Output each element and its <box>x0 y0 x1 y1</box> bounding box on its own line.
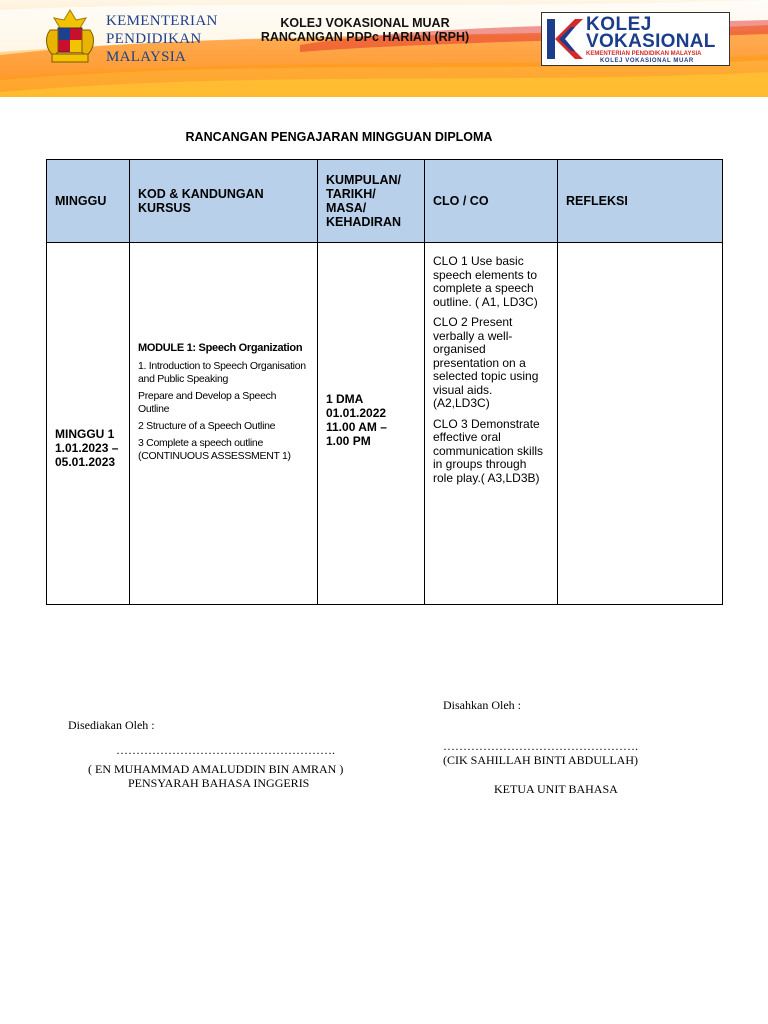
module-title: MODULE 1: Speech Organization <box>138 342 303 354</box>
group-cell <box>318 243 425 605</box>
header-refleksi: REFLEKSI <box>558 160 723 243</box>
header-kod-kandungan: KOD & KANDUNGAN KURSUS <box>130 160 318 243</box>
prepared-title: PENSYARAH BAHASA INGGERIS <box>128 776 310 790</box>
group-name: 1 DMA <box>326 391 364 406</box>
weekly-plan-table <box>46 159 723 605</box>
prepared-name: ( EN MUHAMMAD AMALUDDIN BIN AMRAN ) <box>88 762 344 776</box>
header-banner <box>0 0 768 97</box>
logo-vokasional: VOKASIONAL <box>586 31 716 52</box>
module-item: 3 Complete a speech outline <box>138 437 263 449</box>
approved-title: KETUA UNIT BAHASA <box>494 782 618 796</box>
header-kumpulan: KUMPULAN/ TARIKH/ MASA/ KEHADIRAN <box>318 160 425 243</box>
group-date: 01.01.2022 <box>326 405 387 420</box>
header-title <box>250 16 480 44</box>
prepared-signature-line: ………………………………………………. <box>116 743 335 757</box>
content-cell <box>130 243 318 605</box>
ministry-line3: MALAYSIA <box>106 49 187 65</box>
clo-item: CLO 3 Demonstrate effective oral communication skills in groups through role play.( A3,LD3B) <box>433 416 544 485</box>
logo-college: KOLEJ VOKASIONAL MUAR <box>600 58 694 64</box>
prepared-label: Disediakan Oleh : <box>68 718 155 732</box>
header-minggu: MINGGU <box>47 160 130 243</box>
coat-of-arms-icon <box>40 6 100 68</box>
header-clo: CLO / CO <box>425 160 558 243</box>
week-start: 1.01.2023 – <box>55 440 119 455</box>
ministry-line1: KEMENTERIAN <box>106 13 218 29</box>
clo-cell <box>425 243 558 605</box>
table-row <box>47 243 723 605</box>
week-end: 05.01.2023 <box>55 454 116 469</box>
document-title: RANCANGAN PENGAJARAN MINGGUAN DIPLOMA <box>185 130 493 144</box>
kolej-vokasional-logo <box>541 12 730 66</box>
college-name: KOLEJ VOKASIONAL MUAR <box>280 16 450 30</box>
logo-kolej: KOLEJ <box>586 14 652 35</box>
module-item: Prepare and Develop a Speech Outline <box>138 390 277 415</box>
group-time-end: 1.00 PM <box>326 433 371 448</box>
table-header-row <box>47 160 723 243</box>
logo-ministry: KEMENTERIAN PENDIDIKAN MALAYSIA <box>586 51 702 57</box>
plan-title: RANCANGAN PDPc HARIAN (RPH) <box>260 30 470 44</box>
reflection-cell <box>558 243 723 605</box>
assessment-note: (CONTINUOUS ASSESSMENT 1) <box>138 450 291 462</box>
approved-name: (CIK SAHILLAH BINTI ABDULLAH) <box>443 753 638 767</box>
clo-item: CLO 2 Present verbally a well-organised presentation on a selected topic using visual aids. (A2,LD3C) <box>433 315 539 410</box>
kv-mark-icon <box>545 15 587 65</box>
ministry-line2: PENDIDIKAN <box>106 31 202 47</box>
clo-item: CLO 1 Use basic speech elements to complete a speech outline. ( A1, LD3C) <box>433 254 538 309</box>
module-item: 2 Structure of a Speech Outline <box>138 420 276 432</box>
ministry-logo <box>40 6 230 66</box>
week-cell <box>47 243 130 605</box>
group-time-start: 11.00 AM – <box>326 419 387 434</box>
week-label: MINGGU 1 <box>55 426 115 441</box>
approved-signature-line: …………………………………………. <box>443 739 638 753</box>
module-item: 1. Introduction to Speech Organisation and Public Speaking <box>138 360 306 385</box>
approved-label: Disahkan Oleh : <box>443 698 521 712</box>
